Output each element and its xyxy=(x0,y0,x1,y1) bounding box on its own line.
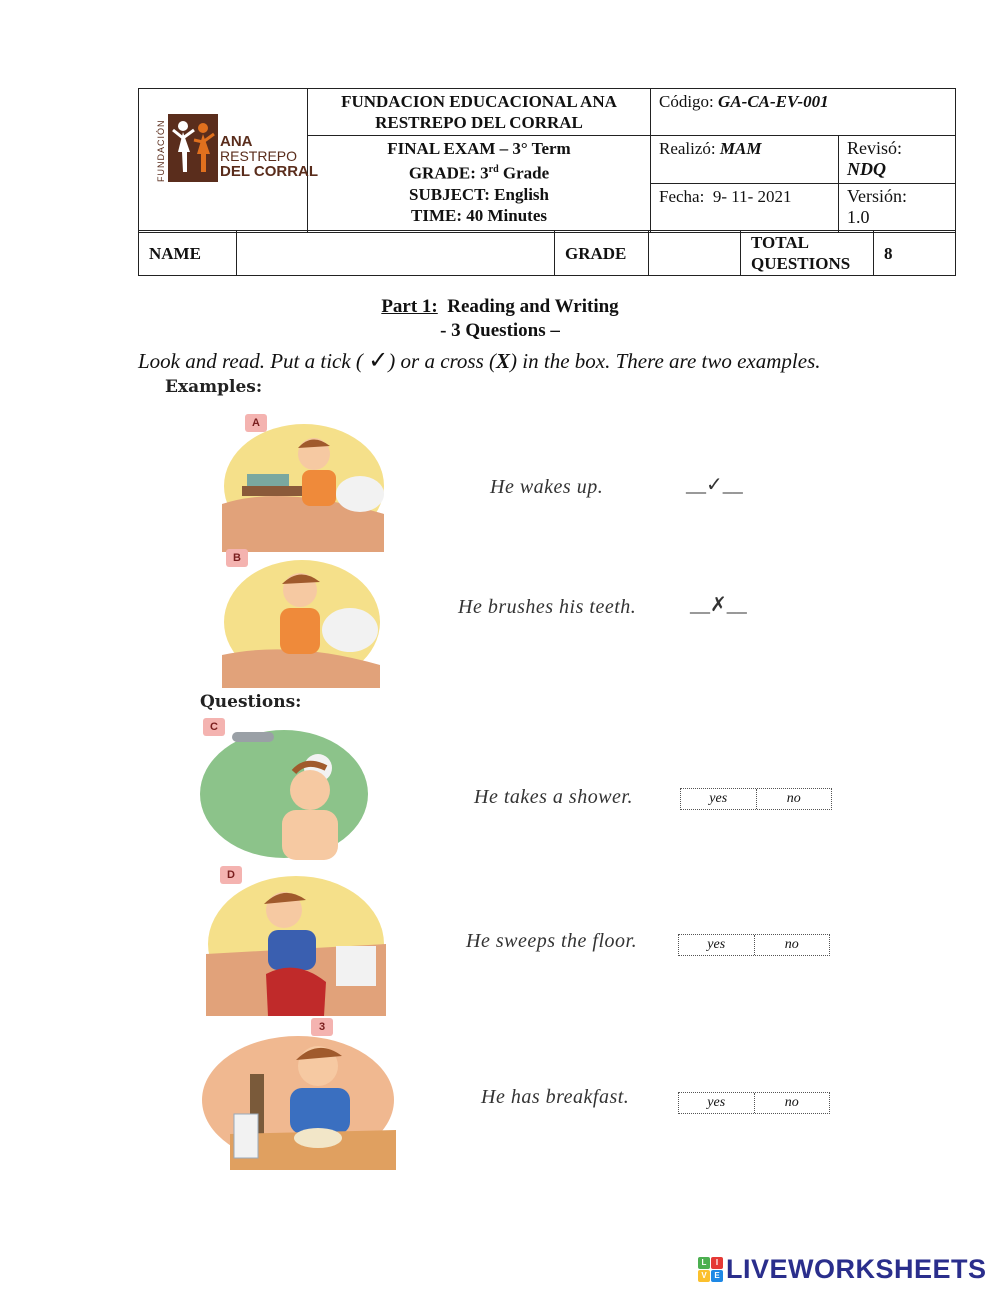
codigo-cell xyxy=(651,89,956,136)
example-b-answer: __✗__ xyxy=(690,594,747,616)
logo-figures-icon xyxy=(168,112,218,182)
exam-title: FINAL EXAM – 3° Term xyxy=(387,139,571,158)
name-input[interactable] xyxy=(237,231,555,276)
codigo-value: GA-CA-EV-001 xyxy=(718,92,829,111)
question-c-sentence: He takes a shower. xyxy=(474,786,633,808)
exam-info xyxy=(308,136,651,233)
institution-name: FUNDACION EDUCACIONAL ANA RESTREPO DEL CORRAL xyxy=(308,89,651,136)
boy-taking-shower-icon xyxy=(198,728,370,860)
tick-icon: ✓ xyxy=(368,348,389,374)
question-c-no-option[interactable]: no xyxy=(756,789,832,809)
question-3-yes-option[interactable]: yes xyxy=(707,1095,726,1110)
boy-eating-breakfast-icon xyxy=(200,1034,396,1170)
logo-side-text: FUNDACIÓN xyxy=(156,119,166,182)
fecha-cell: Fecha: 9- 11- 2021 xyxy=(651,184,839,233)
grade-input[interactable] xyxy=(649,231,741,276)
example-a-tag: A xyxy=(245,414,267,432)
liveworksheets-logo-icon: L I V E xyxy=(698,1257,723,1282)
question-3-answer-box xyxy=(678,1092,830,1114)
boy-making-bed-icon xyxy=(206,874,386,1016)
example-a-answer: __✓__ xyxy=(686,474,743,496)
question-3-sentence: He has breakfast. xyxy=(481,1086,630,1108)
instructions: Look and read. Put a tick ( ✓) or a cross (X) in the box. There are two examples. xyxy=(138,348,821,374)
question-3-tag: 3 xyxy=(311,1018,333,1036)
example-a-sentence: He wakes up. xyxy=(490,476,604,498)
boy-waking-up-icon xyxy=(222,424,384,552)
question-d-no-option[interactable]: no xyxy=(754,935,830,955)
question-3-no-option[interactable]: no xyxy=(754,1093,830,1113)
reviso-cell: Revisó: NDQ xyxy=(839,136,956,184)
question-d-yes-option[interactable]: yes xyxy=(707,937,726,952)
boy-sitting-in-bed-icon xyxy=(222,560,380,688)
realizo-cell: Realizó: MAM xyxy=(651,136,839,184)
total-questions-value: 8 xyxy=(874,231,956,276)
exam-grade: GRADE: 3rd Grade xyxy=(408,163,550,183)
question-c-yes-option[interactable]: yes xyxy=(709,791,728,806)
name-label: NAME xyxy=(139,231,237,276)
total-questions-label: TOTAL QUESTIONS xyxy=(741,231,874,276)
questions-label: Questions: xyxy=(200,692,302,712)
question-d-answer-box xyxy=(678,934,830,956)
question-c-answer-box xyxy=(680,788,832,810)
exam-subject: SUBJECT: English xyxy=(409,184,549,204)
liveworksheets-text: LIVEWORKSHEETS xyxy=(726,1254,987,1284)
codigo-label: Código: xyxy=(659,92,714,111)
grade-label: GRADE xyxy=(555,231,649,276)
example-b-tag: B xyxy=(226,549,248,567)
question-d-sentence: He sweeps the floor. xyxy=(466,930,638,952)
part-subtitle: - 3 Questions – xyxy=(440,320,560,341)
cross-icon: X xyxy=(496,349,511,373)
version-cell: Versión: 1.0 xyxy=(839,184,956,233)
logo-wordmark: ANA RESTREPO DEL CORRAL xyxy=(220,133,319,180)
example-b-sentence: He brushes his teeth. xyxy=(458,596,637,618)
question-c-tag: C xyxy=(203,718,225,736)
examples-label: Examples: xyxy=(165,377,263,397)
exam-time: TIME: 40 Minutes xyxy=(411,205,547,225)
name-row-table xyxy=(138,230,956,276)
question-d-tag: D xyxy=(220,866,242,884)
part-title: Part 1: Reading and Writing xyxy=(381,296,619,317)
liveworksheets-brand xyxy=(698,1254,987,1285)
